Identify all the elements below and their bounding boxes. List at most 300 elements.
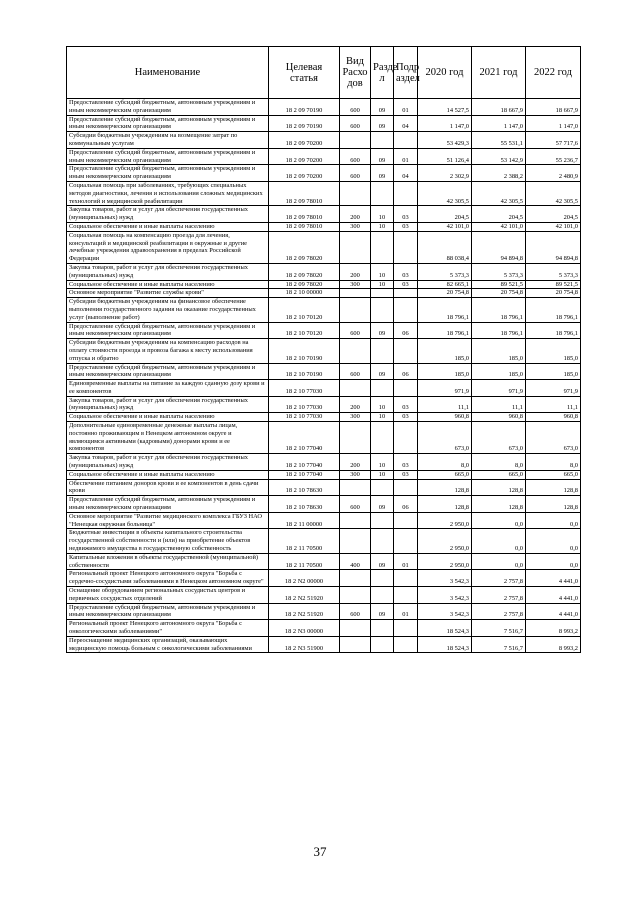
row-subsection: 06 — [394, 496, 418, 513]
row-subsection: 03 — [394, 280, 418, 289]
row-target-article: 18 2 09 78010 — [269, 181, 340, 205]
row-amount-2022: 1 147,0 — [526, 115, 581, 132]
table-row — [67, 570, 581, 587]
row-amount-2022: 665,0 — [526, 470, 581, 479]
row-subsection: 03 — [394, 396, 418, 413]
row-amount-2022: 5 373,3 — [526, 263, 581, 280]
row-subsection — [394, 289, 418, 298]
row-amount-2021: 5 373,3 — [472, 263, 526, 280]
row-amount-2021: 42 305,5 — [472, 181, 526, 205]
row-subsection — [394, 620, 418, 637]
row-section — [371, 231, 394, 263]
row-target-article: 18 2 10 00000 — [269, 289, 340, 298]
row-section — [371, 339, 394, 363]
table-row — [67, 363, 581, 380]
row-amount-2021: 89 521,5 — [472, 280, 526, 289]
row-name: Закупка товаров, работ и услуг для обеспечения государственных (муниципальных) нужд — [67, 396, 269, 413]
table-row — [67, 181, 581, 205]
table-row — [67, 148, 581, 165]
table-row — [67, 413, 581, 422]
row-target-article: 18 2 10 78630 — [269, 479, 340, 496]
row-amount-2020: 51 126,4 — [418, 148, 472, 165]
row-amount-2022: 4 441,0 — [526, 570, 581, 587]
row-name: Субсидии бюджетным учреждениям на финансовое обеспечение выполнения государственного задания на оказание государственных услуг (выполнение работ) — [67, 298, 269, 322]
row-amount-2022: 18 796,1 — [526, 298, 581, 322]
row-amount-2020: 82 665,1 — [418, 280, 472, 289]
row-target-article: 18 2 10 77040 — [269, 470, 340, 479]
row-amount-2021: 1 147,0 — [472, 115, 526, 132]
row-name: Социальное обеспечение и иные выплаты населению — [67, 470, 269, 479]
row-expense-type — [340, 339, 371, 363]
row-amount-2021: 2 757,8 — [472, 587, 526, 604]
row-target-article: 18 2 10 70190 — [269, 339, 340, 363]
row-subsection: 04 — [394, 165, 418, 182]
row-expense-type: 600 — [340, 496, 371, 513]
row-amount-2021: 0,0 — [472, 553, 526, 570]
row-target-article: 18 2 10 70190 — [269, 363, 340, 380]
row-subsection — [394, 339, 418, 363]
row-expense-type: 600 — [340, 99, 371, 116]
row-target-article: 18 2 10 78630 — [269, 496, 340, 513]
row-section — [371, 298, 394, 322]
row-amount-2022: 960,8 — [526, 413, 581, 422]
row-amount-2020: 185,0 — [418, 363, 472, 380]
row-section: 10 — [371, 413, 394, 422]
row-section — [371, 380, 394, 397]
row-amount-2021: 94 894,8 — [472, 231, 526, 263]
row-subsection — [394, 479, 418, 496]
row-expense-type: 600 — [340, 148, 371, 165]
row-target-article: 18 2 10 77040 — [269, 454, 340, 471]
header-year-2020: 2020 год — [418, 47, 472, 99]
row-expense-type: 600 — [340, 165, 371, 182]
row-amount-2020: 18 796,1 — [418, 298, 472, 322]
row-name: Закупка товаров, работ и услуг для обеспечения государственных (муниципальных) нужд — [67, 263, 269, 280]
row-amount-2021: 55 531,1 — [472, 132, 526, 149]
row-amount-2021: 2 388,2 — [472, 165, 526, 182]
row-name: Обеспечение питанием доноров крови и ее компонентов в день сдачи крови — [67, 479, 269, 496]
row-target-article: 18 2 11 70500 — [269, 529, 340, 553]
table-row — [67, 422, 581, 454]
row-amount-2020: 128,8 — [418, 496, 472, 513]
row-section — [371, 587, 394, 604]
table-row — [67, 380, 581, 397]
row-section: 09 — [371, 148, 394, 165]
row-target-article: 18 2 09 78010 — [269, 222, 340, 231]
row-amount-2020: 20 754,8 — [418, 289, 472, 298]
row-expense-type — [340, 479, 371, 496]
row-amount-2022: 0,0 — [526, 553, 581, 570]
row-section — [371, 181, 394, 205]
row-target-article: 18 2 N2 00000 — [269, 570, 340, 587]
row-amount-2020: 971,9 — [418, 380, 472, 397]
row-section: 09 — [371, 99, 394, 116]
row-subsection — [394, 570, 418, 587]
row-subsection — [394, 529, 418, 553]
row-amount-2022: 2 480,9 — [526, 165, 581, 182]
row-section — [371, 422, 394, 454]
row-amount-2021: 53 142,9 — [472, 148, 526, 165]
row-section — [371, 132, 394, 149]
row-expense-type — [340, 620, 371, 637]
row-target-article: 18 2 09 78010 — [269, 206, 340, 223]
row-amount-2020: 2 950,0 — [418, 553, 472, 570]
row-amount-2021: 2 757,8 — [472, 570, 526, 587]
row-amount-2022: 4 441,0 — [526, 587, 581, 604]
row-subsection: 03 — [394, 206, 418, 223]
row-name: Предоставление субсидий бюджетным, автономным учреждениям и иным некоммерческим организациям — [67, 363, 269, 380]
row-section: 09 — [371, 322, 394, 339]
row-expense-type — [340, 512, 371, 529]
row-expense-type — [340, 529, 371, 553]
table-row — [67, 115, 581, 132]
row-amount-2022: 0,0 — [526, 529, 581, 553]
row-amount-2020: 42 101,0 — [418, 222, 472, 231]
table-row — [67, 479, 581, 496]
header-expense-type: Вид Расхо дов — [340, 47, 371, 99]
row-name: Основное мероприятие "Развитие службы крови" — [67, 289, 269, 298]
row-name: Субсидии бюджетным учреждениям на возмещение затрат по коммунальным услугам — [67, 132, 269, 149]
row-name: Капитальные вложения в объекты государственной (муниципальной) собственности — [67, 553, 269, 570]
row-amount-2022: 185,0 — [526, 339, 581, 363]
row-section — [371, 289, 394, 298]
row-expense-type: 600 — [340, 322, 371, 339]
row-amount-2022: 204,5 — [526, 206, 581, 223]
row-target-article: 18 2 N3 51900 — [269, 636, 340, 653]
row-name: Дополнительные единовременные денежные выплаты лицам, постоянно проживающим в Ненецком автономном округе и являющимся активными (кадровыми) донорами крови и ее компонентов — [67, 422, 269, 454]
row-amount-2021: 204,5 — [472, 206, 526, 223]
row-amount-2022: 8 993,2 — [526, 636, 581, 653]
row-amount-2022: 8 993,2 — [526, 620, 581, 637]
row-amount-2022: 18 667,9 — [526, 99, 581, 116]
row-target-article: 18 2 09 70200 — [269, 148, 340, 165]
row-target-article: 18 2 N2 51920 — [269, 603, 340, 620]
row-amount-2021: 128,8 — [472, 479, 526, 496]
table-row — [67, 298, 581, 322]
row-expense-type: 600 — [340, 603, 371, 620]
table-row — [67, 132, 581, 149]
row-amount-2020: 8,0 — [418, 454, 472, 471]
row-name: Основное мероприятие "Развитие медицинского комплекса ГБУЗ НАО "Ненецкая окружная больница" — [67, 512, 269, 529]
row-section: 09 — [371, 553, 394, 570]
row-expense-type: 600 — [340, 363, 371, 380]
row-expense-type: 200 — [340, 263, 371, 280]
row-target-article: 18 2 10 77030 — [269, 380, 340, 397]
row-amount-2022: 4 441,0 — [526, 603, 581, 620]
row-subsection — [394, 636, 418, 653]
row-name: Бюджетные инвестиции в объекты капитального строительства государственной собственности и (или) на приобретение объектов недвижимого имущества в государственную собственность — [67, 529, 269, 553]
row-amount-2021: 42 101,0 — [472, 222, 526, 231]
row-amount-2021: 8,0 — [472, 454, 526, 471]
table-row — [67, 636, 581, 653]
budget-table-page — [66, 46, 580, 653]
row-expense-type — [340, 231, 371, 263]
row-expense-type — [340, 587, 371, 604]
table-row — [67, 603, 581, 620]
row-amount-2020: 128,8 — [418, 479, 472, 496]
row-target-article: 18 2 09 70190 — [269, 99, 340, 116]
row-name: Социальное обеспечение и иные выплаты населению — [67, 280, 269, 289]
row-target-article: 18 2 09 70190 — [269, 115, 340, 132]
table-row — [67, 620, 581, 637]
row-expense-type — [340, 132, 371, 149]
row-section: 09 — [371, 115, 394, 132]
row-amount-2022: 42 101,0 — [526, 222, 581, 231]
row-amount-2022: 55 236,7 — [526, 148, 581, 165]
header-subsection: Подр аздел — [394, 47, 418, 99]
row-expense-type — [340, 636, 371, 653]
table-header-row — [67, 47, 581, 99]
row-section: 10 — [371, 222, 394, 231]
row-subsection: 01 — [394, 99, 418, 116]
row-amount-2021: 11,1 — [472, 396, 526, 413]
row-section — [371, 479, 394, 496]
row-expense-type: 200 — [340, 454, 371, 471]
row-amount-2021: 673,0 — [472, 422, 526, 454]
table-row — [67, 263, 581, 280]
header-section: Разде л — [371, 47, 394, 99]
table-row — [67, 231, 581, 263]
row-target-article: 18 2 10 70120 — [269, 322, 340, 339]
row-amount-2021: 2 757,8 — [472, 603, 526, 620]
row-subsection — [394, 181, 418, 205]
row-amount-2021: 18 796,1 — [472, 298, 526, 322]
row-name: Предоставление субсидий бюджетным, автономным учреждениям и иным некоммерческим организациям — [67, 165, 269, 182]
row-section: 10 — [371, 263, 394, 280]
row-expense-type — [340, 181, 371, 205]
row-name: Региональный проект Ненецкого автономного округа "Борьба с сердечно-сосудистыми заболеваниями в Ненецком автономном округе" — [67, 570, 269, 587]
row-target-article: 18 2 09 78020 — [269, 263, 340, 280]
row-section — [371, 636, 394, 653]
row-target-article: 18 2 10 77040 — [269, 422, 340, 454]
row-name: Социальное обеспечение и иные выплаты населению — [67, 413, 269, 422]
header-name: Наименование — [67, 47, 269, 99]
row-target-article: 18 2 11 00000 — [269, 512, 340, 529]
table-row — [67, 222, 581, 231]
row-subsection — [394, 132, 418, 149]
row-amount-2022: 673,0 — [526, 422, 581, 454]
row-amount-2020: 1 147,0 — [418, 115, 472, 132]
row-subsection: 03 — [394, 222, 418, 231]
row-name: Закупка товаров, работ и услуг для обеспечения государственных (муниципальных) нужд — [67, 454, 269, 471]
row-amount-2021: 20 754,8 — [472, 289, 526, 298]
row-amount-2020: 11,1 — [418, 396, 472, 413]
row-expense-type: 300 — [340, 470, 371, 479]
row-amount-2021: 128,8 — [472, 496, 526, 513]
row-name: Субсидии бюджетным учреждениям на компенсацию расходов на оплату стоимости проезда и провоза багажа к месту использования отпуска и обратно — [67, 339, 269, 363]
row-amount-2021: 0,0 — [472, 512, 526, 529]
row-amount-2021: 7 516,7 — [472, 620, 526, 637]
table-row — [67, 339, 581, 363]
row-name: Переоснащение медицинских организаций, оказывающих медицинскую помощь больным с онкологическими заболеваниями — [67, 636, 269, 653]
row-amount-2020: 53 429,3 — [418, 132, 472, 149]
row-section — [371, 620, 394, 637]
row-section: 10 — [371, 206, 394, 223]
row-target-article: 18 2 09 70200 — [269, 165, 340, 182]
row-amount-2020: 185,0 — [418, 339, 472, 363]
row-name: Социальная помощь при заболеваниях, требующих специальных методов диагностики, лечения и использования сложных медицинских технологий и медицинской реабилитации — [67, 181, 269, 205]
row-expense-type: 300 — [340, 413, 371, 422]
row-amount-2022: 185,0 — [526, 363, 581, 380]
row-amount-2020: 3 542,3 — [418, 587, 472, 604]
table-row — [67, 529, 581, 553]
row-amount-2022: 57 717,6 — [526, 132, 581, 149]
row-section: 10 — [371, 396, 394, 413]
row-amount-2020: 673,0 — [418, 422, 472, 454]
row-amount-2022: 128,8 — [526, 496, 581, 513]
row-target-article: 18 2 10 77030 — [269, 396, 340, 413]
header-target-article: Целевая статья — [269, 47, 340, 99]
row-expense-type: 400 — [340, 553, 371, 570]
row-amount-2020: 960,8 — [418, 413, 472, 422]
table-row — [67, 470, 581, 479]
table-row — [67, 280, 581, 289]
row-amount-2020: 5 373,3 — [418, 263, 472, 280]
row-subsection: 04 — [394, 115, 418, 132]
table-row — [67, 496, 581, 513]
row-amount-2020: 18 524,3 — [418, 620, 472, 637]
row-amount-2022: 20 754,8 — [526, 289, 581, 298]
row-target-article: 18 2 10 77030 — [269, 413, 340, 422]
row-section: 10 — [371, 280, 394, 289]
row-amount-2020: 18 796,1 — [418, 322, 472, 339]
row-subsection — [394, 512, 418, 529]
row-amount-2022: 0,0 — [526, 512, 581, 529]
row-amount-2022: 971,9 — [526, 380, 581, 397]
row-amount-2020: 204,5 — [418, 206, 472, 223]
row-amount-2020: 3 542,3 — [418, 570, 472, 587]
row-subsection — [394, 587, 418, 604]
row-section: 09 — [371, 363, 394, 380]
row-subsection: 06 — [394, 322, 418, 339]
row-expense-type — [340, 380, 371, 397]
row-name: Предоставление субсидий бюджетным, автономным учреждениям и иным некоммерческим организациям — [67, 115, 269, 132]
row-expense-type — [340, 298, 371, 322]
row-amount-2020: 88 038,4 — [418, 231, 472, 263]
row-name: Социальное обеспечение и иные выплаты населению — [67, 222, 269, 231]
row-expense-type: 200 — [340, 396, 371, 413]
row-subsection — [394, 298, 418, 322]
row-section: 09 — [371, 496, 394, 513]
row-target-article: 18 2 N2 51920 — [269, 587, 340, 604]
row-expense-type — [340, 570, 371, 587]
row-expense-type: 300 — [340, 280, 371, 289]
row-target-article: 18 2 09 78020 — [269, 280, 340, 289]
row-subsection: 01 — [394, 553, 418, 570]
row-section — [371, 529, 394, 553]
table-row — [67, 322, 581, 339]
row-amount-2020: 2 950,0 — [418, 529, 472, 553]
row-name: Предоставление субсидий бюджетным, автономным учреждениям и иным некоммерческим организациям — [67, 99, 269, 116]
row-amount-2022: 11,1 — [526, 396, 581, 413]
row-amount-2022: 94 894,8 — [526, 231, 581, 263]
row-subsection — [394, 231, 418, 263]
budget-table — [66, 46, 581, 653]
page-number: 37 — [313, 844, 327, 859]
row-name: Закупка товаров, работ и услуг для обеспечения государственных (муниципальных) нужд — [67, 206, 269, 223]
table-body — [67, 99, 581, 653]
row-name: Предоставление субсидий бюджетным, автономным учреждениям и иным некоммерческим организациям — [67, 603, 269, 620]
row-amount-2020: 2 302,9 — [418, 165, 472, 182]
row-subsection — [394, 380, 418, 397]
header-year-2021: 2021 год — [472, 47, 526, 99]
header-year-2022: 2022 год — [526, 47, 581, 99]
row-section — [371, 570, 394, 587]
row-expense-type: 600 — [340, 115, 371, 132]
row-amount-2021: 665,0 — [472, 470, 526, 479]
row-amount-2020: 2 950,0 — [418, 512, 472, 529]
row-name: Региональный проект Ненецкого автономного округа "Борьба с онкологическими заболеваниями" — [67, 620, 269, 637]
row-expense-type — [340, 289, 371, 298]
row-subsection — [394, 422, 418, 454]
row-target-article: 18 2 11 70500 — [269, 553, 340, 570]
row-amount-2022: 42 305,5 — [526, 181, 581, 205]
row-amount-2022: 89 521,5 — [526, 280, 581, 289]
row-amount-2020: 665,0 — [418, 470, 472, 479]
row-expense-type: 300 — [340, 222, 371, 231]
row-name: Предоставление субсидий бюджетным, автономным учреждениям и иным некоммерческим организациям — [67, 496, 269, 513]
row-section — [371, 512, 394, 529]
row-subsection: 01 — [394, 148, 418, 165]
table-row — [67, 289, 581, 298]
row-amount-2021: 971,9 — [472, 380, 526, 397]
table-row — [67, 206, 581, 223]
row-target-article: 18 2 09 78020 — [269, 231, 340, 263]
row-section: 10 — [371, 470, 394, 479]
table-row — [67, 165, 581, 182]
row-target-article: 18 2 09 70200 — [269, 132, 340, 149]
table-row — [67, 454, 581, 471]
row-amount-2020: 3 542,3 — [418, 603, 472, 620]
row-amount-2021: 960,8 — [472, 413, 526, 422]
row-section: 09 — [371, 603, 394, 620]
table-row — [67, 512, 581, 529]
row-amount-2022: 8,0 — [526, 454, 581, 471]
row-expense-type — [340, 422, 371, 454]
row-subsection: 03 — [394, 470, 418, 479]
row-amount-2022: 18 796,1 — [526, 322, 581, 339]
row-amount-2021: 185,0 — [472, 339, 526, 363]
table-row — [67, 396, 581, 413]
row-name: Единовременные выплаты на питание за каждую сданную дозу крови и ее компонентов — [67, 380, 269, 397]
row-amount-2022: 128,8 — [526, 479, 581, 496]
row-name: Предоставление субсидий бюджетным, автономным учреждениям и иным некоммерческим организациям — [67, 322, 269, 339]
table-row — [67, 99, 581, 116]
row-name: Предоставление субсидий бюджетным, автономным учреждениям и иным некоммерческим организациям — [67, 148, 269, 165]
row-target-article: 18 2 10 70120 — [269, 298, 340, 322]
row-amount-2020: 18 524,3 — [418, 636, 472, 653]
row-name: Социальная помощь на компенсацию проезда для лечения, консультаций и медицинской реабилитации в окружные и другие лечебные учреждения здравоохранения в пределах Российской Федерации — [67, 231, 269, 263]
row-expense-type: 200 — [340, 206, 371, 223]
row-amount-2021: 185,0 — [472, 363, 526, 380]
row-amount-2020: 42 305,5 — [418, 181, 472, 205]
row-amount-2021: 18 796,1 — [472, 322, 526, 339]
row-name: Оснащение оборудованием региональных сосудистых центров и первичных сосудистых отделений — [67, 587, 269, 604]
row-amount-2021: 18 667,9 — [472, 99, 526, 116]
row-section: 10 — [371, 454, 394, 471]
row-subsection: 03 — [394, 413, 418, 422]
row-amount-2020: 14 527,5 — [418, 99, 472, 116]
row-amount-2021: 7 516,7 — [472, 636, 526, 653]
row-section: 09 — [371, 165, 394, 182]
row-subsection: 03 — [394, 263, 418, 280]
table-row — [67, 587, 581, 604]
row-target-article: 18 2 N3 00000 — [269, 620, 340, 637]
row-subsection: 01 — [394, 603, 418, 620]
table-row — [67, 553, 581, 570]
row-amount-2021: 0,0 — [472, 529, 526, 553]
row-subsection: 06 — [394, 363, 418, 380]
